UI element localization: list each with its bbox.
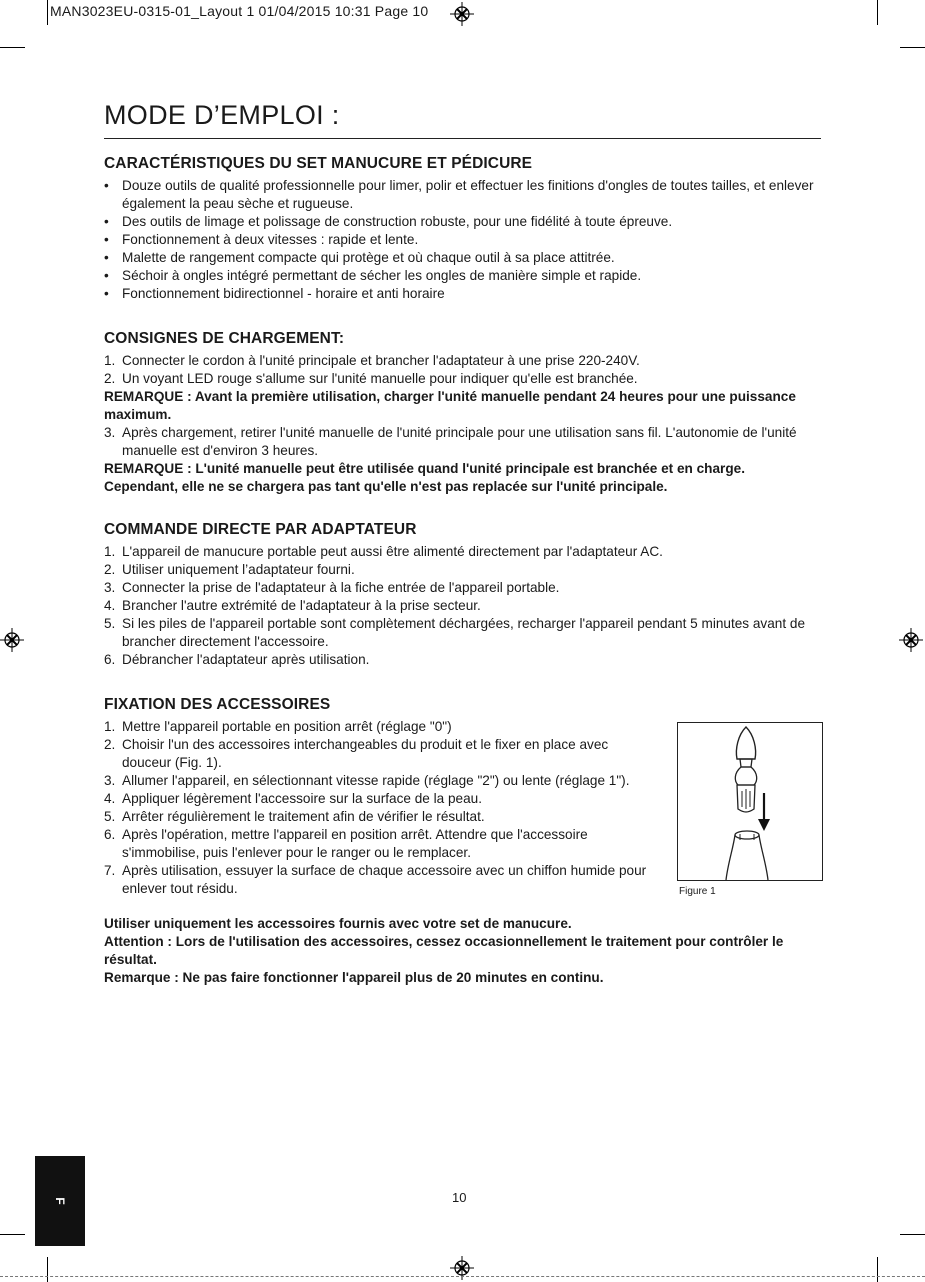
list-item: 6. Après l'opération, mettre l'appareil en position arrêt. Attendre que l'accessoire s'immobilise, puis l'enlever pour le ranger ou le remplacer. bbox=[104, 827, 588, 860]
charging-note-2: REMARQUE : L'unité manuelle peut être utilisée quand l'unité principale est branchée et en charge. Cependant, elle ne se chargera pas tant qu'elle n'est pas replacée sur l'unité principale. bbox=[104, 461, 745, 494]
list-item: 2. Choisir l'un des accessoires interchangeables du produit et le fixer en place avec douceur (Fig. 1). bbox=[104, 737, 609, 770]
figure-caption: Figure 1 bbox=[679, 886, 716, 897]
list-item: • Malette de rangement compacte qui protège et où chaque outil à sa place attitrée. bbox=[104, 250, 615, 265]
features-heading: CARACTÉRISTIQUES DU SET MANUCURE ET PÉDICURE bbox=[104, 155, 533, 172]
final-note: Remarque : Ne pas faire fonctionner l'appareil plus de 20 minutes en continu. bbox=[104, 970, 604, 985]
list-item: 2. Un voyant LED rouge s'allume sur l'unité manuelle pour indiquer qu'elle est branchée. bbox=[104, 371, 638, 386]
final-notes bbox=[104, 915, 822, 987]
trim-line bbox=[0, 1276, 925, 1277]
figure-1 bbox=[677, 722, 823, 881]
attachment-illustration-icon bbox=[678, 723, 822, 880]
list-item: 1. L'appareil de manucure portable peut aussi être alimenté directement par l'adaptateur AC. bbox=[104, 544, 663, 559]
list-item: 4. Appliquer légèrement l'accessoire sur la surface de la peau. bbox=[104, 791, 483, 806]
charging-list bbox=[104, 352, 822, 388]
list-item: • Fonctionnement à deux vitesses : rapide et lente. bbox=[104, 232, 419, 247]
charging-note-1: REMARQUE : Avant la première utilisation, charger l'unité manuelle pendant 24 heures pour une puissance maximum. bbox=[104, 389, 796, 422]
list-item: • Séchoir à ongles intégré permettant de sécher les ongles de manière simple et rapide. bbox=[104, 268, 642, 283]
accessories-heading: FIXATION DES ACCESSOIRES bbox=[104, 696, 331, 713]
list-item: • Douze outils de qualité professionnelle pour limer, polir et effectuer les finitions d'ongles de toutes tailles, et enlever également la peau sèche et rugueuse. bbox=[104, 178, 814, 211]
accessories-section bbox=[104, 696, 659, 898]
page-number: 10 bbox=[452, 1190, 467, 1205]
accessories-list bbox=[104, 718, 659, 898]
charging-heading: CONSIGNES DE CHARGEMENT: bbox=[104, 330, 345, 347]
list-item: 6. Débrancher l'adaptateur après utilisation. bbox=[104, 652, 370, 667]
title-divider bbox=[104, 138, 821, 139]
features-section bbox=[104, 155, 822, 303]
list-item: • Fonctionnement bidirectionnel - horaire et anti horaire bbox=[104, 286, 445, 301]
list-item: 5. Si les piles de l'appareil portable sont complètement déchargées, recharger l'appareil pendant 5 minutes avant de brancher directement l'accessoire. bbox=[104, 616, 806, 649]
adapter-heading: COMMANDE DIRECTE PAR ADAPTATEUR bbox=[104, 521, 417, 538]
adapter-list bbox=[104, 543, 822, 669]
registration-mark-top-icon bbox=[450, 2, 474, 26]
list-item: 2. Utiliser uniquement l’adaptateur fourni. bbox=[104, 562, 355, 577]
final-note: Utiliser uniquement les accessoires fournis avec votre set de manucure. bbox=[104, 916, 572, 931]
registration-mark-left-icon bbox=[0, 628, 24, 652]
list-item: 1. Mettre l'appareil portable en position arrêt (réglage "0") bbox=[104, 719, 452, 734]
adapter-section bbox=[104, 521, 822, 669]
final-note: Attention : Lors de l'utilisation des accessoires, cessez occasionnellement le traitement pour contrôler le résultat. bbox=[104, 934, 784, 967]
list-item: 4. Brancher l'autre extrémité de l'adaptateur à la prise secteur. bbox=[104, 598, 481, 613]
list-item: • Des outils de limage et polissage de construction robuste, pour une fidélité à toute épreuve. bbox=[104, 214, 673, 229]
language-tab bbox=[35, 1156, 85, 1246]
features-list bbox=[104, 177, 822, 303]
registration-mark-right-icon bbox=[899, 628, 923, 652]
list-item: 3. Connecter la prise de l'adaptateur à la fiche entrée de l'appareil portable. bbox=[104, 580, 560, 595]
list-item: 1. Connecter le cordon à l'unité principale et brancher l'adaptateur à une prise 220-240V. bbox=[104, 353, 640, 368]
list-item: 3. Allumer l'appareil, en sélectionnant vitesse rapide (réglage "2") ou lente (réglage 1"). bbox=[104, 773, 630, 788]
list-item: 3. Après chargement, retirer l'unité manuelle de l'unité principale pour une utilisation sans fil. L'autonomie de l'unité manuelle est d'environ 3 heures. bbox=[104, 425, 797, 458]
language-tab-letter: F bbox=[53, 1197, 67, 1205]
page-title: MODE D’EMPLOI : bbox=[104, 100, 340, 130]
print-slug: MAN3023EU-0315-01_Layout 1 01/04/2015 10:31 Page 10 bbox=[50, 3, 429, 19]
charging-section bbox=[104, 330, 822, 496]
list-item: 7. Après utilisation, essuyer la surface de chaque accessoire avec un chiffon humide pour enlever tout résidu. bbox=[104, 863, 647, 896]
list-item: 5. Arrêter régulièrement le traitement afin de vérifier le résultat. bbox=[104, 809, 485, 824]
